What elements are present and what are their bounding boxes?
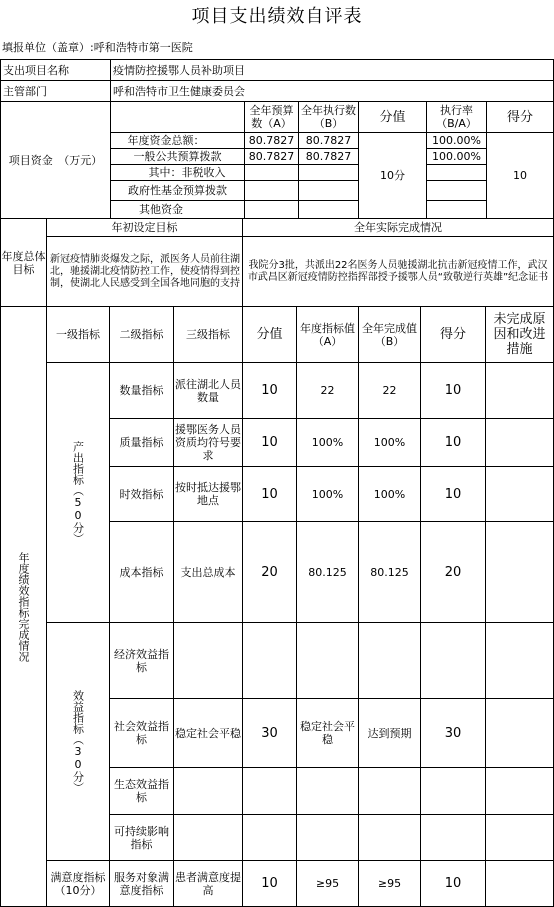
table-row-value: 20 [261,564,278,580]
funds-row-other-label: 其他资金 [139,203,183,216]
header-level3: 三级指标 [186,328,230,341]
table-row-level2: 质量指标 [119,436,164,449]
funds-row-total-budget: 80.7827 [248,134,295,147]
table-row-level2: 经济效益指标 [114,647,169,674]
table-row-target: 22 [320,384,335,397]
funds-row-general-rate: 100.00% [432,150,481,163]
table-row-level3: 派往湖北人员数量 [175,377,241,404]
funds-row-total-rate: 100.00% [432,134,481,147]
table-row-actual: 80.125 [370,565,409,579]
reporting-unit: 填报单位（盖章）:呼和浩特市第一医院 [2,41,193,54]
table-row-level2: 数量指标 [119,384,164,397]
funds-col-rate: 执行率（B/A） [436,104,477,130]
dept-label: 主管部门 [3,84,47,98]
goal-actual-header: 全年实际完成情况 [354,221,442,234]
funds-row-nontax-label: 其中：非税收入 [148,166,226,179]
funds-col-score: 得分 [506,109,533,125]
table-row-target: 稳定社会平稳 [300,720,355,746]
funds-score-value: 10分 [380,169,405,182]
table-row-score: 30 [444,725,462,741]
header-reason: 未完成原因和改进措施 [493,312,546,357]
funds-col-score-value: 分值 [379,109,406,125]
funds-label: 项目资金 （万元） [8,153,103,167]
funds-row-govfund-label: 政府性基金预算拨款 [128,184,227,197]
table-row-target: 80.125 [308,565,347,579]
table-row-level2: 服务对象满意度指标 [114,870,169,897]
table-row-score: 10 [444,876,462,891]
funds-row-general-label: 一般公共预算拨款 [133,150,222,163]
table-row-level2: 生态效益指标 [114,778,169,804]
table-row-level3: 援鄂医务人员资质均符号要求 [175,423,241,462]
table-row-target: ≥95 [315,877,340,890]
table-row-score: 10 [444,383,462,398]
goal-actual-text: 我院分3批，共派出22名医务人员驰援湖北抗击新冠疫情工作，武汉市武昌区新冠疫情防控指挥部授予援鄂人员“致敬逆行英雄”纪念证书 [247,259,549,283]
satisfaction-indicator-label: 满意度指标（10分） [50,870,106,897]
funds-row-general-budget: 80.7827 [248,150,295,163]
funds-col-budget: 全年预算数（A） [249,104,294,130]
funds-row-total-exec: 80.7827 [305,134,352,147]
header-target: 年度指标值（A） [300,321,355,348]
indicators-section-label: 年度绩效指标完成情况 [17,551,30,662]
header-level1: 一级指标 [56,328,100,341]
table-row-level2: 可持续影响指标 [114,824,169,851]
header-score-value: 分值 [256,327,283,342]
goal-label: 年度总体目标 [1,249,46,276]
project-name: 疫情防控援鄂人员补助项目 [113,63,245,77]
table-row-target: 100% [311,436,344,449]
table-row-level2: 社会效益指标 [114,720,169,746]
goal-planned-header: 年初设定目标 [111,221,178,234]
page-title: 项目支出绩效自评表 [191,6,363,27]
funds-score: 10 [513,169,527,182]
table-row-score: 20 [444,564,462,580]
table-row-target: 100% [311,487,344,501]
table-row-score: 10 [444,435,462,450]
table-row-actual: ≥95 [377,877,402,890]
table-row-level2: 时效指标 [119,487,164,501]
table-row-value: 10 [261,383,278,398]
dept-name: 呼和浩特市卫生健康委员会 [113,84,245,98]
table-row-actual: 100% [373,436,406,449]
table-row-actual: 100% [373,487,406,501]
benefit-indicator-label: 效益指标（30分） [71,690,85,793]
table-row-level2: 成本指标 [119,565,164,579]
table-row-value: 10 [261,486,278,502]
header-level2: 二级指标 [119,328,164,341]
funds-row-general-exec: 80.7827 [305,150,352,163]
header-score: 得分 [439,327,466,342]
table-row-actual: 达到预期 [367,726,412,740]
table-row-level3: 按时抵达援鄂地点 [175,481,241,507]
output-indicator-label: 产出指标（50分） [71,441,85,544]
table-row-value: 10 [261,876,278,891]
table-row-score: 10 [444,486,462,502]
table-row-level3: 稳定社会平稳 [175,726,241,740]
table-row-value: 10 [261,435,278,450]
table-row-actual: 22 [382,384,397,397]
table-row-level3: 支出总成本 [180,565,236,579]
funds-col-exec: 全年执行数（B） [301,104,356,130]
funds-row-total-label: 年度资金总额： [127,134,205,147]
table-row-level3: 患者满意度提高 [175,870,241,897]
header-actual: 全年完成值（B） [362,321,417,348]
project-name-label: 支出项目名称 [3,63,69,77]
table-row-value: 30 [261,725,278,741]
goal-planned-text: 新冠疫情肺炎爆发之际，派医务人员前往湖北，驰援湖北疫情防控工作，使疫情得到控制，使湖北人民感受到全国各地同胞的支持 [50,253,240,289]
